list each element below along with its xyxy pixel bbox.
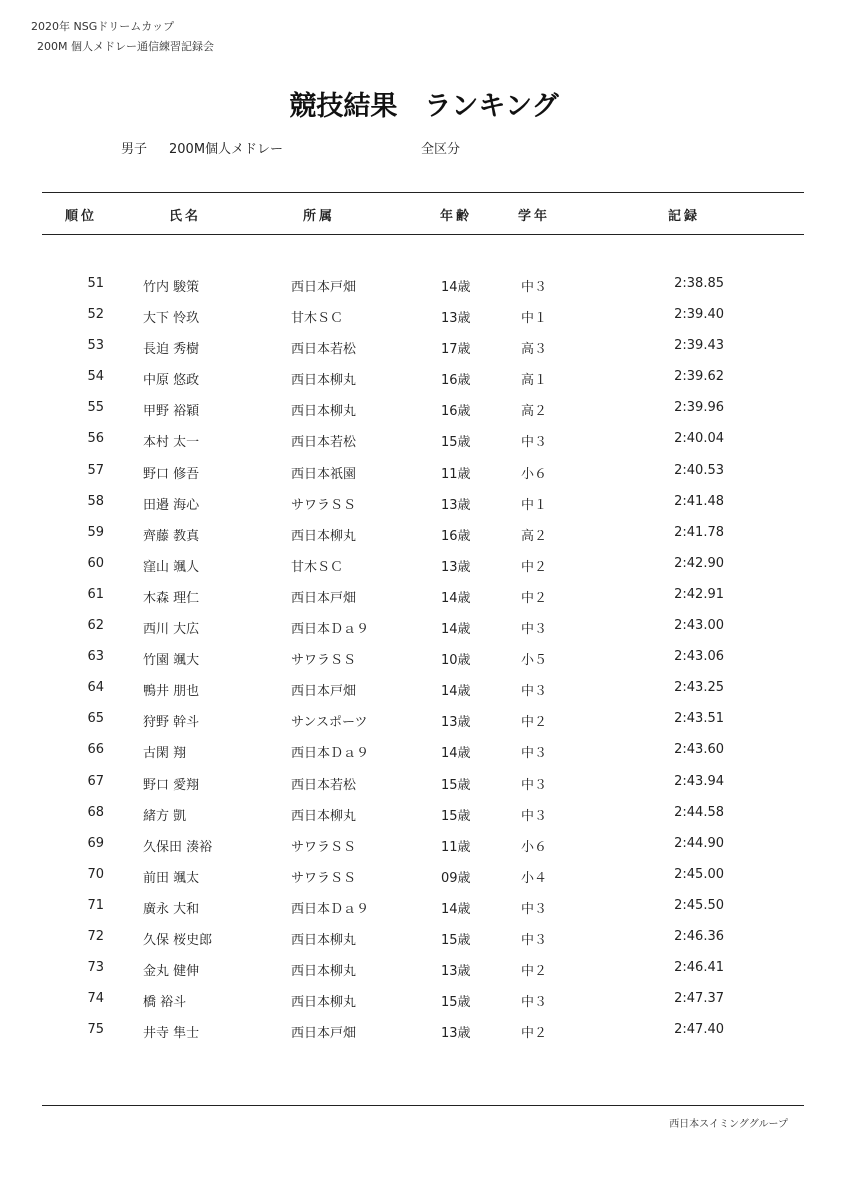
age-cell: 13歳 [441, 1026, 471, 1042]
rank-cell: 56 [87, 431, 104, 447]
rank-cell: 66 [87, 742, 104, 758]
name-cell: 前田 颯太 [143, 870, 200, 886]
record-cell: 2:43.51 [674, 711, 724, 727]
age-cell: 15歳 [441, 995, 471, 1011]
column-header-record: 記録 [668, 209, 701, 224]
grade-cell: 高３ [521, 342, 548, 358]
record-cell: 2:47.40 [674, 1022, 724, 1038]
age-cell: 14歳 [441, 590, 471, 606]
rank-cell: 51 [87, 276, 104, 291]
age-cell: 15歳 [441, 777, 471, 793]
rank-cell: 64 [87, 680, 104, 696]
name-cell: 鴨井 朋也 [143, 684, 200, 700]
meet-name: 200M 個人メドレー通信練習記録会 [37, 40, 214, 53]
column-header-club: 所属 [303, 209, 336, 224]
age-cell: 13歳 [441, 311, 471, 327]
column-header-grade: 学年 [518, 209, 551, 224]
table-row [0, 641, 848, 672]
rank-cell: 60 [87, 555, 104, 571]
record-cell: 2:45.00 [674, 866, 724, 882]
table-row [0, 579, 848, 610]
club-cell: 西日本柳丸 [291, 404, 357, 420]
age-cell: 13歳 [441, 559, 471, 575]
name-cell: 竹園 颯大 [143, 653, 200, 669]
rank-cell: 61 [87, 586, 104, 602]
rank-cell: 53 [87, 338, 104, 354]
grade-cell: 高２ [521, 528, 548, 544]
name-cell: 木森 理仁 [143, 590, 200, 606]
name-cell: 大下 怜玖 [143, 311, 200, 327]
record-cell: 2:43.06 [674, 649, 724, 665]
club-cell: サワラＳＳ [291, 870, 357, 886]
record-cell: 2:38.85 [674, 276, 724, 291]
club-cell: 西日本Ｄａ９ [291, 622, 370, 638]
record-cell: 2:46.36 [674, 928, 724, 944]
grade-cell: 中３ [521, 280, 548, 295]
record-cell: 2:46.41 [674, 960, 724, 976]
name-cell: 中原 悠政 [143, 373, 200, 389]
record-cell: 2:39.62 [674, 369, 724, 385]
rank-cell: 69 [87, 835, 104, 851]
table-row [0, 703, 848, 734]
record-cell: 2:44.90 [674, 835, 724, 851]
table-row [0, 1014, 848, 1045]
table-row [0, 268, 848, 299]
rank-cell: 63 [87, 649, 104, 665]
header-bottom-rule [42, 234, 804, 235]
footer-rule [42, 1105, 804, 1106]
rank-cell: 67 [87, 773, 104, 789]
age-cell: 15歳 [441, 808, 471, 824]
grade-cell: 中３ [521, 684, 548, 700]
record-cell: 2:47.37 [674, 991, 724, 1007]
grade-cell: 中１ [521, 311, 548, 327]
name-cell: 廣永 大和 [143, 901, 200, 917]
age-cell: 13歳 [441, 715, 471, 731]
rank-cell: 52 [87, 307, 104, 323]
grade-cell: 小６ [521, 466, 548, 482]
age-cell: 14歳 [441, 901, 471, 917]
name-cell: 金丸 健伸 [143, 964, 200, 980]
name-cell: 井寺 隼士 [143, 1026, 200, 1042]
grade-cell: 中３ [521, 901, 548, 917]
rank-cell: 54 [87, 369, 104, 385]
table-row [0, 330, 848, 361]
club-cell: 西日本柳丸 [291, 995, 357, 1011]
record-cell: 2:41.48 [674, 493, 724, 509]
club-cell: 西日本戸畑 [291, 280, 357, 295]
table-row [0, 828, 848, 859]
grade-cell: 中２ [521, 715, 548, 731]
column-header-name: 氏名 [169, 209, 202, 224]
rank-cell: 65 [87, 711, 104, 727]
age-cell: 16歳 [441, 373, 471, 389]
table-row [0, 392, 848, 423]
name-cell: 窪山 颯人 [143, 559, 200, 575]
name-cell: 野口 修吾 [143, 466, 200, 482]
table-row [0, 361, 848, 392]
grade-cell: 中２ [521, 559, 548, 575]
name-cell: 緒方 凱 [143, 808, 187, 824]
club-cell: 西日本柳丸 [291, 932, 357, 948]
age-cell: 10歳 [441, 653, 471, 669]
table-row [0, 672, 848, 703]
club-cell: 西日本柳丸 [291, 808, 357, 824]
grade-cell: 中３ [521, 932, 548, 948]
table-row [0, 859, 848, 890]
grade-cell: 中２ [521, 590, 548, 606]
name-cell: 久保田 湊裕 [143, 839, 213, 855]
name-cell: 齊藤 教真 [143, 528, 200, 544]
record-cell: 2:45.50 [674, 897, 724, 913]
club-cell: 西日本柳丸 [291, 964, 357, 980]
age-cell: 11歳 [441, 839, 471, 855]
club-cell: 西日本戸畑 [291, 590, 357, 606]
results-table-body [0, 268, 848, 1045]
record-cell: 2:41.78 [674, 524, 724, 540]
club-cell: 甘木ＳＣ [291, 311, 344, 327]
club-cell: 甘木ＳＣ [291, 559, 344, 575]
name-cell: 橋 裕斗 [143, 995, 187, 1011]
club-cell: 西日本若松 [291, 435, 357, 451]
club-cell: サワラＳＳ [291, 653, 357, 669]
rank-cell: 58 [87, 493, 104, 509]
grade-cell: 中３ [521, 435, 548, 451]
grade-cell: 小５ [521, 653, 548, 669]
name-cell: 古閑 翔 [143, 746, 187, 762]
record-cell: 2:40.53 [674, 462, 724, 478]
record-cell: 2:40.04 [674, 431, 724, 447]
table-row [0, 983, 848, 1014]
age-cell: 14歳 [441, 280, 471, 295]
record-cell: 2:43.00 [674, 618, 724, 634]
rank-cell: 72 [87, 928, 104, 944]
club-cell: 西日本若松 [291, 777, 357, 793]
age-cell: 09歳 [441, 870, 471, 886]
name-cell: 田邉 海心 [143, 497, 200, 513]
club-cell: 西日本Ｄａ９ [291, 901, 370, 917]
club-cell: サワラＳＳ [291, 497, 357, 513]
grade-cell: 中３ [521, 777, 548, 793]
rank-cell: 68 [87, 804, 104, 820]
table-row [0, 486, 848, 517]
table-row [0, 517, 848, 548]
name-cell: 本村 太一 [143, 435, 200, 451]
club-cell: 西日本戸畑 [291, 1026, 357, 1042]
age-cell: 13歳 [441, 964, 471, 980]
age-cell: 11歳 [441, 466, 471, 482]
name-cell: 西川 大広 [143, 622, 200, 638]
record-cell: 2:39.96 [674, 400, 724, 416]
grade-cell: 小４ [521, 870, 548, 886]
rank-cell: 57 [87, 462, 104, 478]
rank-cell: 74 [87, 991, 104, 1007]
record-cell: 2:43.60 [674, 742, 724, 758]
name-cell: 久保 桜史郎 [143, 932, 213, 948]
rank-cell: 62 [87, 618, 104, 634]
age-cell: 14歳 [441, 622, 471, 638]
gender-label: 男子 [121, 142, 148, 157]
record-cell: 2:42.91 [674, 586, 724, 602]
record-cell: 2:42.90 [674, 555, 724, 571]
organization-name: 西日本スイミンググループ [669, 1119, 788, 1130]
club-cell: 西日本Ｄａ９ [291, 746, 370, 762]
table-row [0, 890, 848, 921]
division-label: 全区分 [421, 142, 461, 157]
rank-cell: 75 [87, 1022, 104, 1038]
grade-cell: 中３ [521, 808, 548, 824]
name-cell: 野口 愛翔 [143, 777, 200, 793]
table-row [0, 734, 848, 765]
age-cell: 15歳 [441, 435, 471, 451]
table-row [0, 797, 848, 828]
page-title: 競技結果 ランキング [289, 91, 559, 122]
rank-cell: 73 [87, 960, 104, 976]
club-cell: 西日本柳丸 [291, 528, 357, 544]
grade-cell: 中２ [521, 1026, 548, 1042]
event-label: 200M個人メドレー [169, 142, 284, 157]
age-cell: 17歳 [441, 342, 471, 358]
table-top-rule [42, 192, 804, 193]
age-cell: 14歳 [441, 684, 471, 700]
name-cell: 竹内 駿策 [143, 280, 200, 295]
column-header-age: 年齢 [440, 209, 473, 224]
age-cell: 16歳 [441, 528, 471, 544]
record-cell: 2:39.43 [674, 338, 724, 354]
club-cell: サワラＳＳ [291, 839, 357, 855]
grade-cell: 高２ [521, 404, 548, 420]
record-cell: 2:43.94 [674, 773, 724, 789]
grade-cell: 中３ [521, 746, 548, 762]
club-cell: 西日本戸畑 [291, 684, 357, 700]
table-row [0, 952, 848, 983]
record-cell: 2:43.25 [674, 680, 724, 696]
grade-cell: 高１ [521, 373, 548, 389]
club-cell: サンスポーツ [291, 715, 368, 731]
table-row [0, 455, 848, 486]
grade-cell: 中２ [521, 964, 548, 980]
age-cell: 16歳 [441, 404, 471, 420]
table-row [0, 766, 848, 797]
name-cell: 甲野 裕穎 [143, 404, 200, 420]
event-name: 2020年 NSGドリームカップ [31, 20, 175, 33]
record-cell: 2:39.40 [674, 307, 724, 323]
age-cell: 13歳 [441, 497, 471, 513]
table-row [0, 423, 848, 454]
table-row [0, 299, 848, 330]
grade-cell: 中３ [521, 622, 548, 638]
table-row [0, 548, 848, 579]
column-header-rank: 順位 [65, 209, 98, 224]
club-cell: 西日本柳丸 [291, 373, 357, 389]
record-cell: 2:44.58 [674, 804, 724, 820]
grade-cell: 小６ [521, 839, 548, 855]
table-row [0, 921, 848, 952]
club-cell: 西日本若松 [291, 342, 357, 358]
rank-cell: 59 [87, 524, 104, 540]
grade-cell: 中３ [521, 995, 548, 1011]
club-cell: 西日本祇園 [291, 466, 357, 482]
name-cell: 長迫 秀樹 [143, 342, 200, 358]
rank-cell: 71 [87, 897, 104, 913]
rank-cell: 55 [87, 400, 104, 416]
age-cell: 14歳 [441, 746, 471, 762]
name-cell: 狩野 幹斗 [143, 715, 200, 731]
table-row [0, 610, 848, 641]
rank-cell: 70 [87, 866, 104, 882]
age-cell: 15歳 [441, 932, 471, 948]
grade-cell: 中１ [521, 497, 548, 513]
